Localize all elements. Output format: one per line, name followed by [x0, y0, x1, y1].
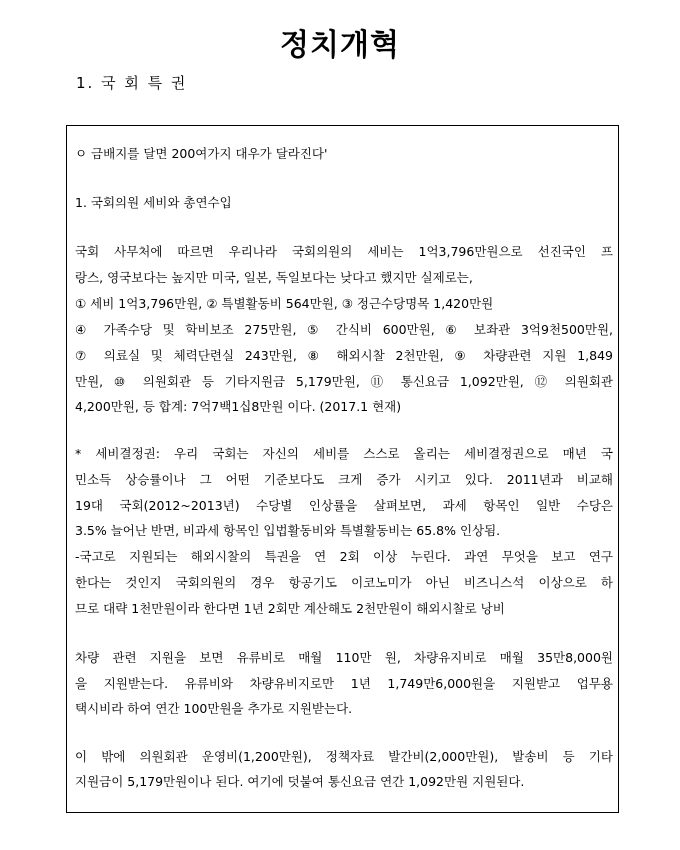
paragraph-line: 한다는 것인지 국회의원의 경우 항공기도 이코노미가 아닌 비즈니스석 이상으로 하 — [75, 575, 613, 590]
paragraph-line: ④ 가족수당 및 학비보조 275만원, ⑤ 간식비 600만원, ⑥ 보좌관 3억9천500만원, — [75, 322, 613, 337]
paragraph-line: 차량 관련 지원을 보면 유류비로 매월 110만 원, 차량유지비로 매월 35만8,000원 — [75, 650, 613, 665]
paragraph-line: 민소득 상승률이나 그 어떤 기준보다도 크게 증가 시키고 있다. 2011년과 비교해 — [75, 472, 613, 487]
paragraph-line: 랑스, 영국보다는 높지만 미국, 일본, 독일보다는 낮다고 했지만 실제로는, — [75, 270, 473, 285]
paragraph-line: 이 밖에 의원회관 운영비(1,200만원), 정책자료 발간비(2,000만원), 발송비 등 기타 — [75, 749, 613, 764]
paragraph-line: * 세비결정권: 우리 국회는 자신의 세비를 스스로 올리는 세비결정권으로 매년 국 — [75, 446, 613, 461]
paragraph-line: ① 세비 1억3,796만원, ② 특별활동비 564만원, ③ 정근수당명목 1,420만원 — [75, 296, 494, 311]
section-heading: 1. 국 회 특 권 — [76, 74, 188, 92]
paragraph-line: 택시비라 하여 연간 100만원을 추가로 지원받는다. — [75, 701, 353, 716]
subsection-heading: 1. 국회의원 세비와 총연수입 — [75, 195, 232, 210]
page-title: 정치개혁 — [280, 28, 400, 63]
paragraph-line: 지원금이 5,179만원이나 된다. 여기에 덧붙여 통신요금 연간 1,092만원 지원된다. — [75, 774, 525, 789]
paragraph-line: 국회 사무처에 따르면 우리나라 국회의원의 세비는 1억3,796만원으로 선진국인 프 — [75, 244, 613, 259]
paragraph-line: 3.5% 늘어난 반면, 비과세 항목인 입법활동비와 특별활동비는 65.8% 인상됨. — [75, 523, 501, 538]
paragraph-line: 을 지원받는다. 유류비와 차량유비지로만 1년 1,749만6,000원을 지원받고 업무용 — [75, 676, 613, 691]
paragraph-line: 므로 대략 1천만원이라 한다면 1년 2회만 계산해도 2천만원이 해외시찰로 낭비 — [75, 601, 505, 616]
paragraph-line: -국고로 지원되는 해외시찰의 특권을 연 2회 이상 누린다. 과연 무엇을 보고 연구 — [75, 549, 613, 564]
box-headline: ㅇ 금배지를 달면 200여가지 대우가 달라진다' — [75, 146, 328, 161]
paragraph-line: 4,200만원, 등 합계: 7억7백1십8만원 이다. (2017.1 현재) — [75, 399, 402, 414]
paragraph-line: 19대 국회(2012~2013년) 수당별 인상률을 살펴보면, 과세 항목인 일반 수당은 — [75, 498, 613, 513]
paragraph-line: 만원, ⑩ 의원회관 등 기타지원금 5,179만원, ⑪ 통신요금 1,092만원, ⑫ 의원회관 — [75, 374, 613, 389]
paragraph-line: ⑦ 의료실 및 체력단련실 243만원, ⑧ 해외시찰 2천만원, ⑨ 차량관련 지원 1,849 — [75, 348, 613, 363]
